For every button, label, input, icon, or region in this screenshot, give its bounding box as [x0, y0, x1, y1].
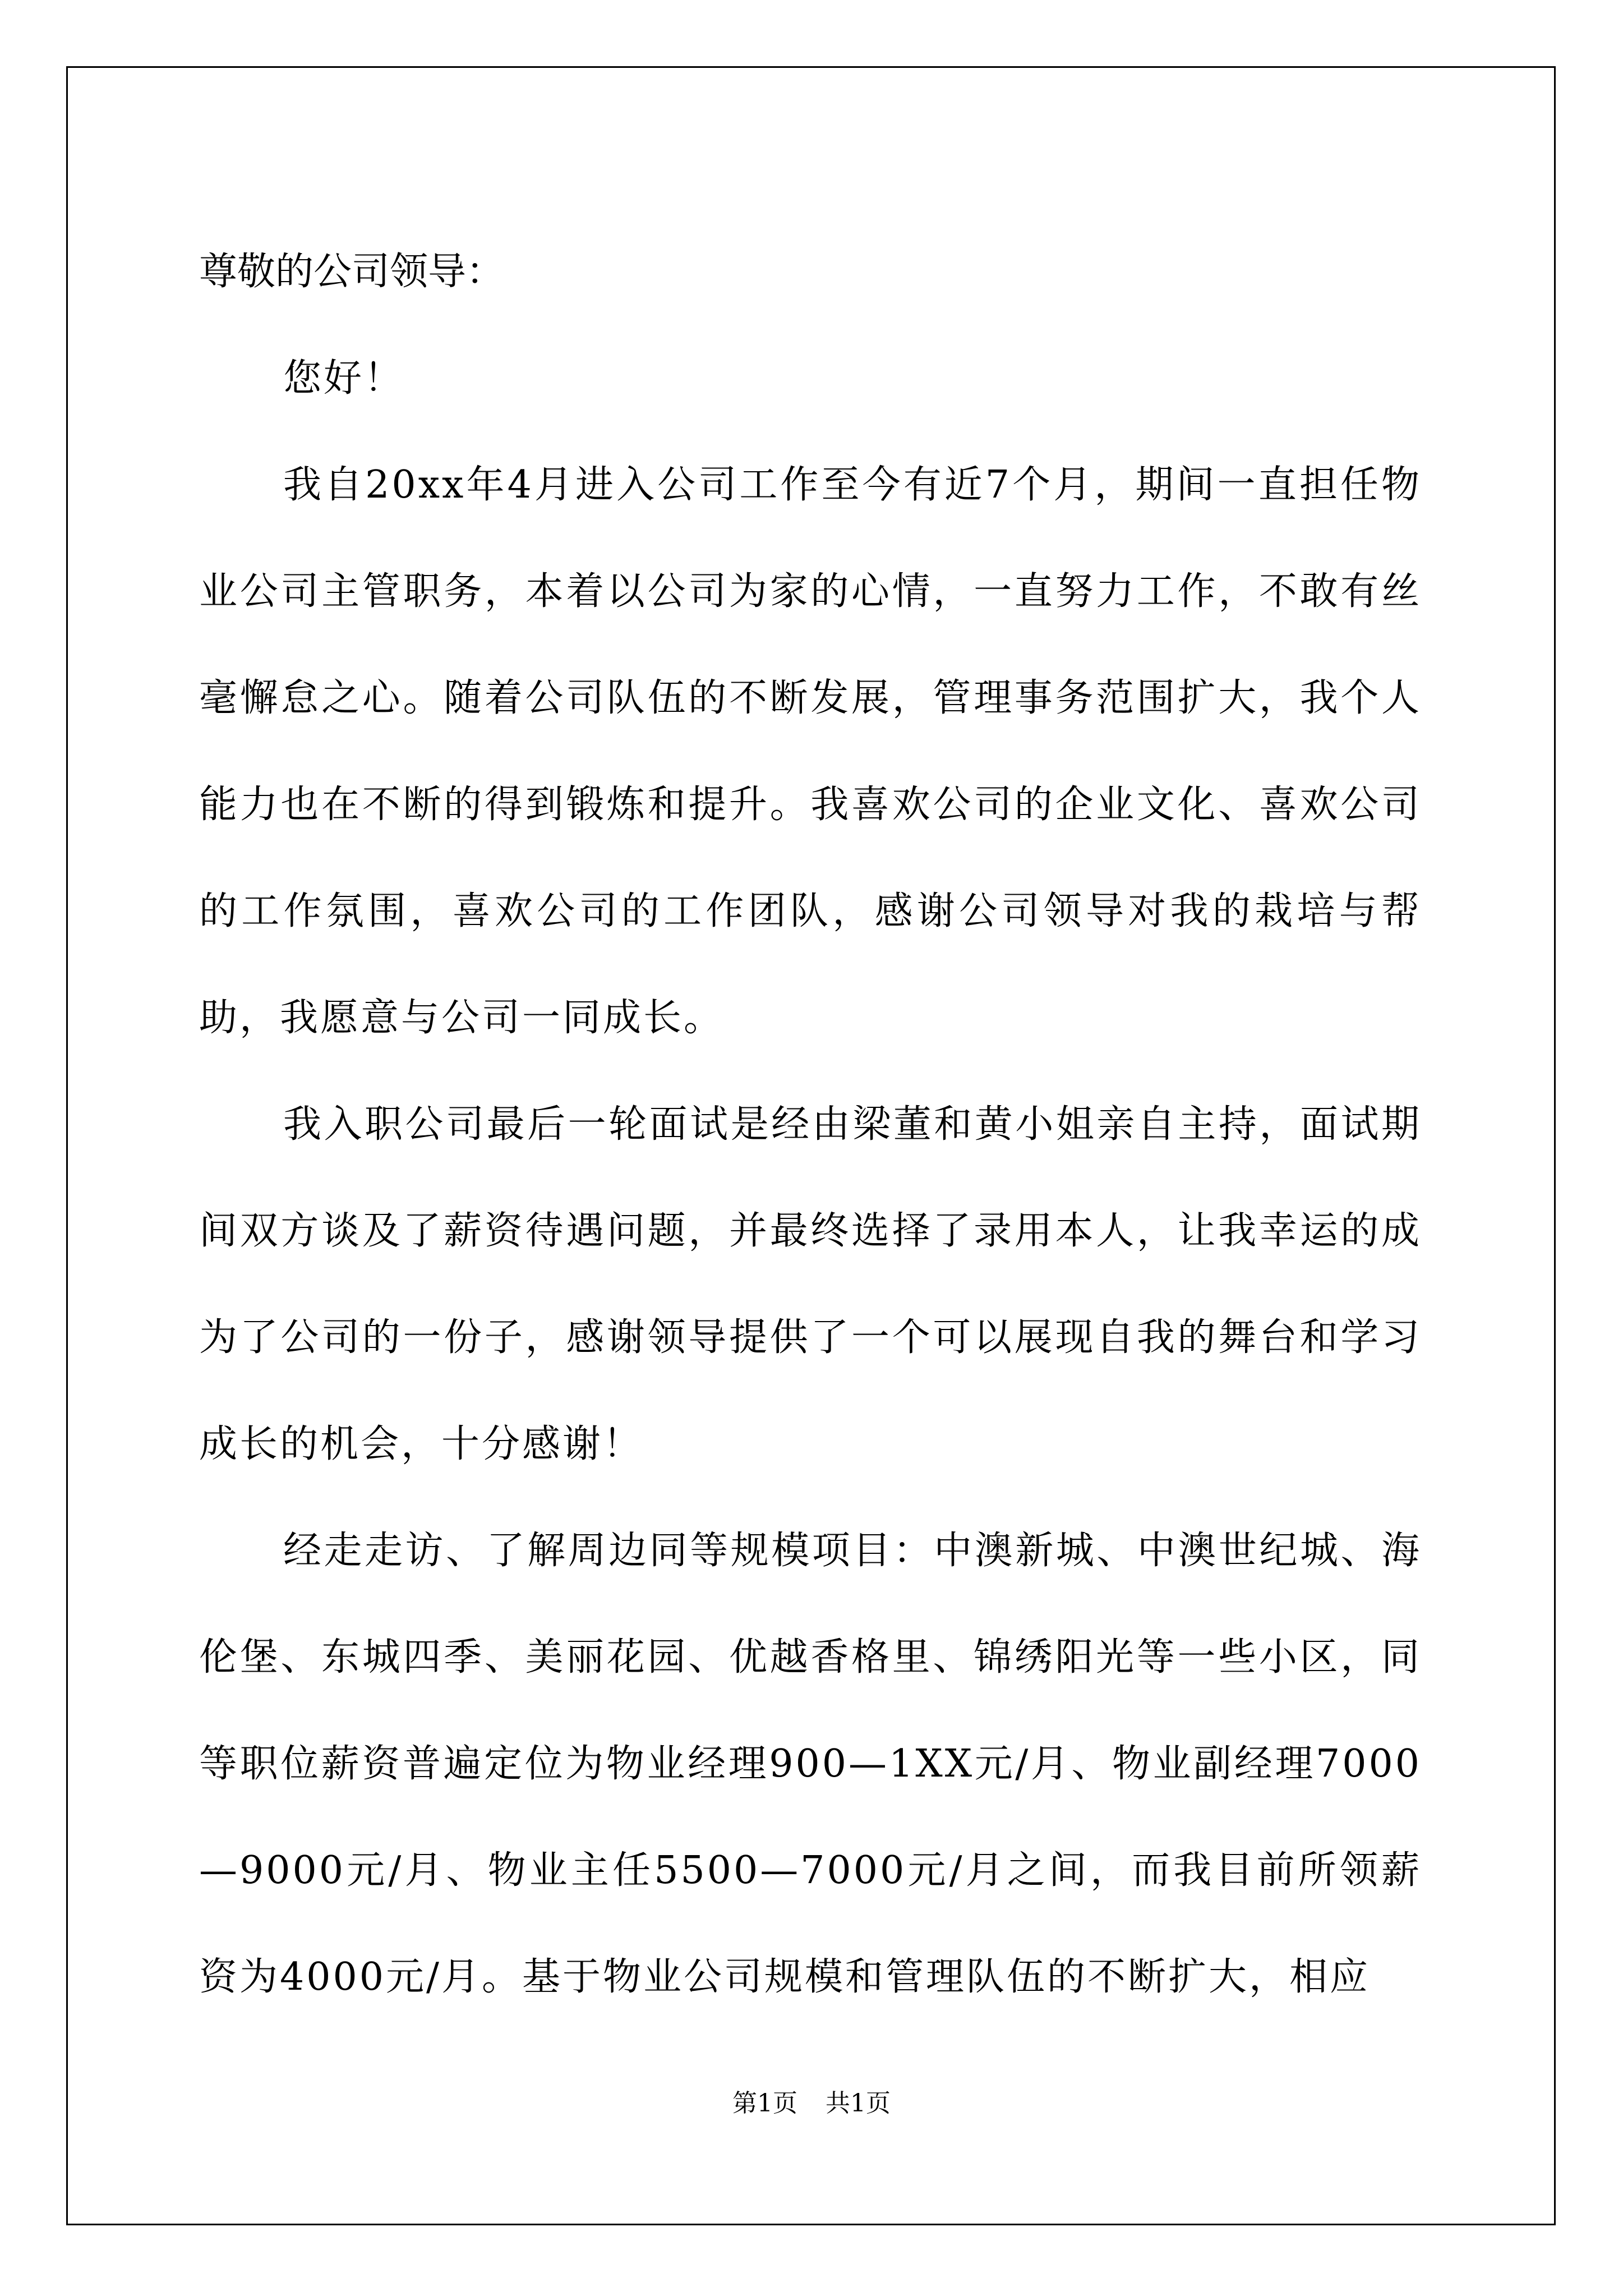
paragraph: 经走走访、了解周边同等规模项目：中澳新城、中澳世纪城、海伦堡、东城四季、美丽花园、优越香格里、锦绣阳光等一些小区，同等职位薪资普遍定位为物业经理900—1XX元/月、物业副经理7000—9000元/月、物业主任5500—7000元/月之间，而我目前所领薪资为4000元/月。基于物业公司规模和管理队伍的不断扩大，相应: [199, 1529, 1422, 1999]
page-footer: [0, 2087, 1623, 2120]
page-total: 共1页: [826, 2089, 891, 2118]
paragraph: 我自20xx年4月进入公司工作至今有近7个月，期间一直担任物业公司主管职务，本着以公司为家的心情，一直努力工作，不敢有丝毫懈怠之心。随着公司队伍的不断发展，管理事务范围扩大，我个人能力也在不断的得到锻炼和提升。我喜欢公司的企业文化、喜欢公司的工作氛围，喜欢公司的工作团队，感谢公司领导对我的栽培与帮助，我愿意与公司一同成长。: [199, 463, 1422, 1040]
salutation: 尊敬的公司领导：: [199, 250, 505, 294]
page-number: 第1页: [732, 2089, 797, 2118]
letter-body: [199, 219, 1422, 2031]
greeting-line: 您好！: [283, 356, 405, 401]
paragraph: 我入职公司最后一轮面试是经由梁董和黄小姐亲自主持，面试期间双方谈及了薪资待遇问题，并最终选择了录用本人，让我幸运的成为了公司的一份子，感谢领导提供了一个可以展现自我的舞台和学习成长的机会，十分感谢！: [199, 1102, 1422, 1466]
